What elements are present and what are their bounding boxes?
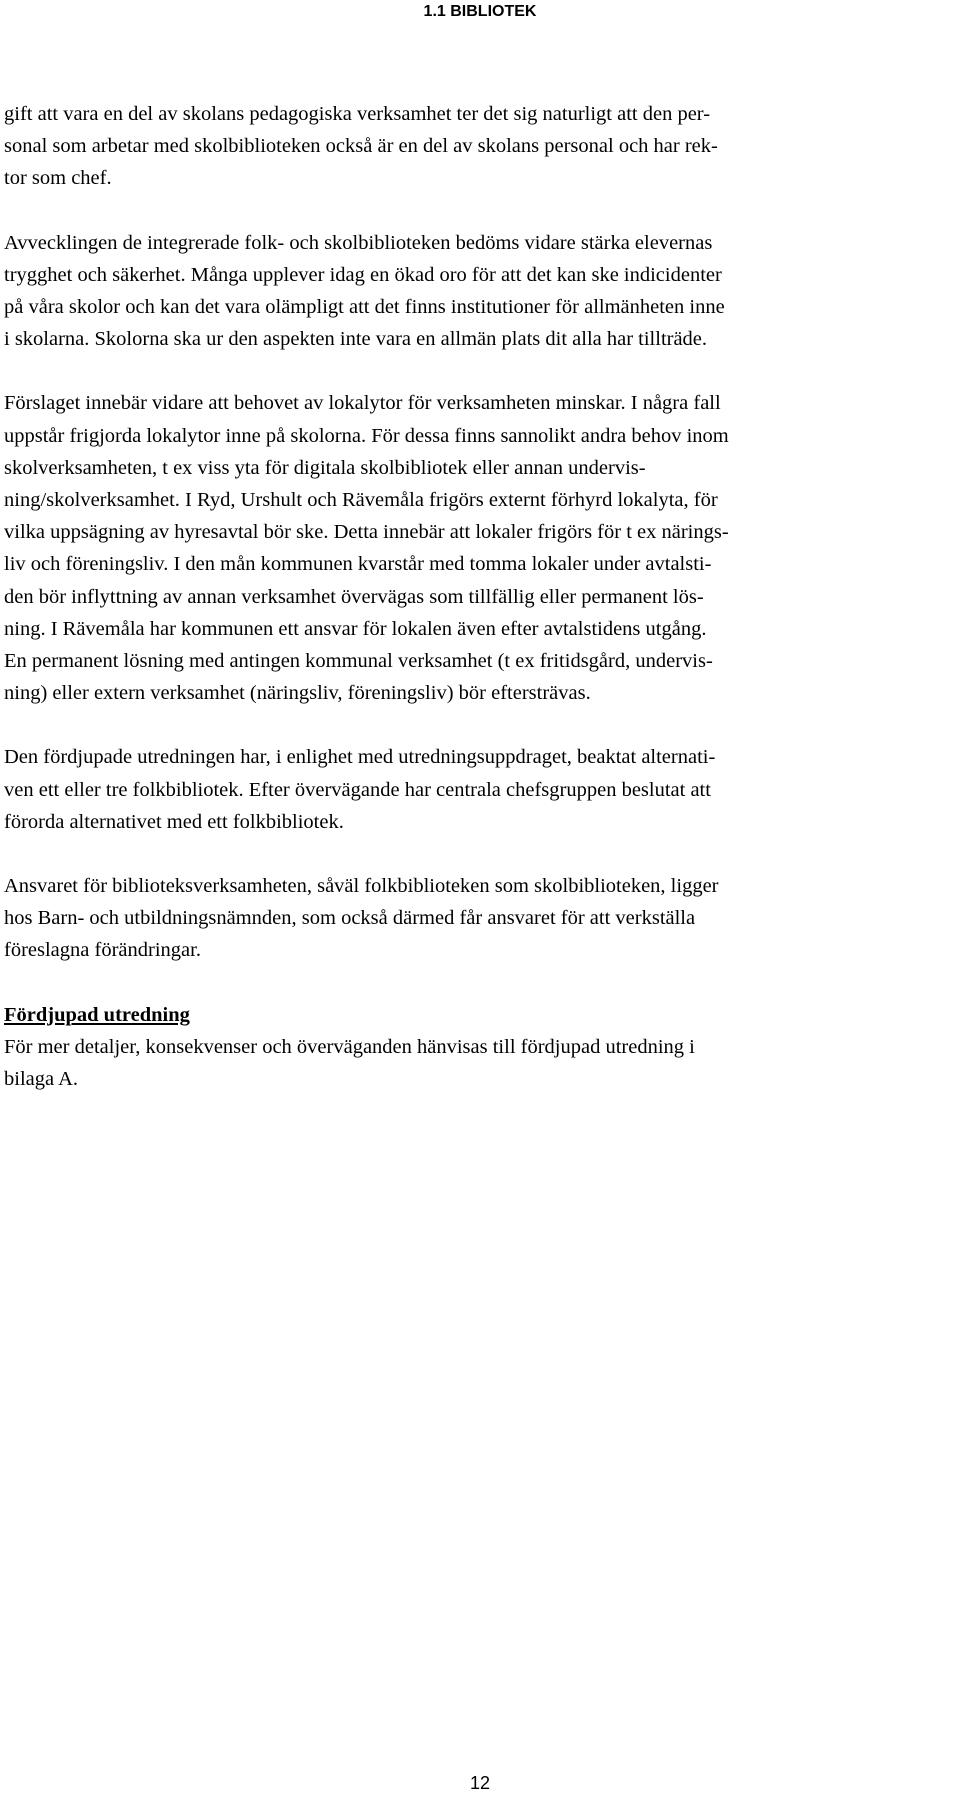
text-line: Ansvaret för biblioteksverksamheten, såväl folkbiblioteken som skolbiblioteken, ligger: [4, 875, 719, 898]
text-line: i skolarna. Skolorna ska ur den aspekten inte vara en allmän plats dit alla har tillträde.: [4, 328, 708, 351]
text-line: skolverksamheten, t ex viss yta för digitala skolbibliotek eller annan undervis-: [4, 456, 646, 479]
text-line: ven ett eller tre folkbibliotek. Efter övervägande har centrala chefsgruppen beslutat att: [4, 778, 711, 801]
text-line: på våra skolor och kan det vara olämpligt att det finns institutioner för allmänheten inne: [4, 296, 725, 319]
document-body: [4, 98, 948, 1095]
paragraph: [4, 98, 948, 195]
text-line: En permanent lösning med antingen kommunal verksamhet (t ex fritidsgård, undervis-: [4, 650, 713, 673]
text-line: förorda alternativet med ett folkbibliotek.: [4, 810, 344, 833]
text-line: liv och föreningsliv. I den mån kommunen kvarstår med tomma lokaler under avtalsti-: [4, 553, 712, 576]
section-fordjupad-utredning: [4, 999, 948, 1096]
text-line: trygghet och säkerhet. Många upplever idag en ökad oro för att det kan ske indicidenter: [4, 263, 722, 286]
page-number: 12: [469, 1773, 491, 1793]
text-line: För mer detaljer, konsekvenser och överväganden hänvisas till fördjupad utredning i: [4, 1035, 695, 1058]
text-line: Förslaget innebär vidare att behovet av lokalytor för verksamheten minskar. I några fall: [4, 392, 721, 415]
text-line: vilka uppsägning av hyresavtal bör ske. Detta innebär att lokaler frigörs för t ex närings-: [4, 521, 729, 544]
section-heading: Fördjupad utredning: [4, 1003, 190, 1026]
text-line: ning) eller extern verksamhet (näringsliv, föreningsliv) bör eftersträvas.: [4, 682, 591, 705]
text-line: föreslagna förändringar.: [4, 939, 201, 962]
paragraph: [4, 227, 948, 356]
text-line: gift att vara en del av skolans pedagogiska verksamhet ter det sig naturligt att den per-: [4, 103, 711, 125]
text-line: Den fördjupade utredningen har, i enlighet med utredningsuppdraget, beaktat alternati-: [4, 746, 716, 769]
text-line: bilaga A.: [4, 1068, 79, 1091]
text-line: den bör inflyttning av annan verksamhet övervägas som tillfällig eller permanent lös-: [4, 585, 704, 608]
text-line: ning. I Rävemåla har kommunen ett ansvar för lokalen även efter avtalstidens utgång.: [4, 617, 707, 640]
page-header: 1.1 BIBLIOTEK: [423, 3, 537, 20]
text-line: Avvecklingen de integrerade folk- och skolbiblioteken bedöms vidare stärka elevernas: [4, 231, 713, 254]
text-line: hos Barn- och utbildningsnämnden, som också därmed får ansvaret för att verkställa: [4, 907, 696, 930]
paragraph: [4, 870, 948, 967]
paragraph: [4, 387, 948, 709]
text-line: ning/skolverksamhet. I Ryd, Urshult och Rävemåla frigörs externt förhyrd lokalyta, för: [4, 489, 718, 512]
text-line: uppstår frigjorda lokalytor inne på skolorna. För dessa finns sannolikt andra behov inom: [4, 424, 729, 447]
text-line: tor som chef.: [4, 167, 112, 190]
paragraph: [4, 741, 948, 838]
text-line: sonal som arbetar med skolbiblioteken också är en del av skolans personal och har rek-: [4, 135, 718, 158]
